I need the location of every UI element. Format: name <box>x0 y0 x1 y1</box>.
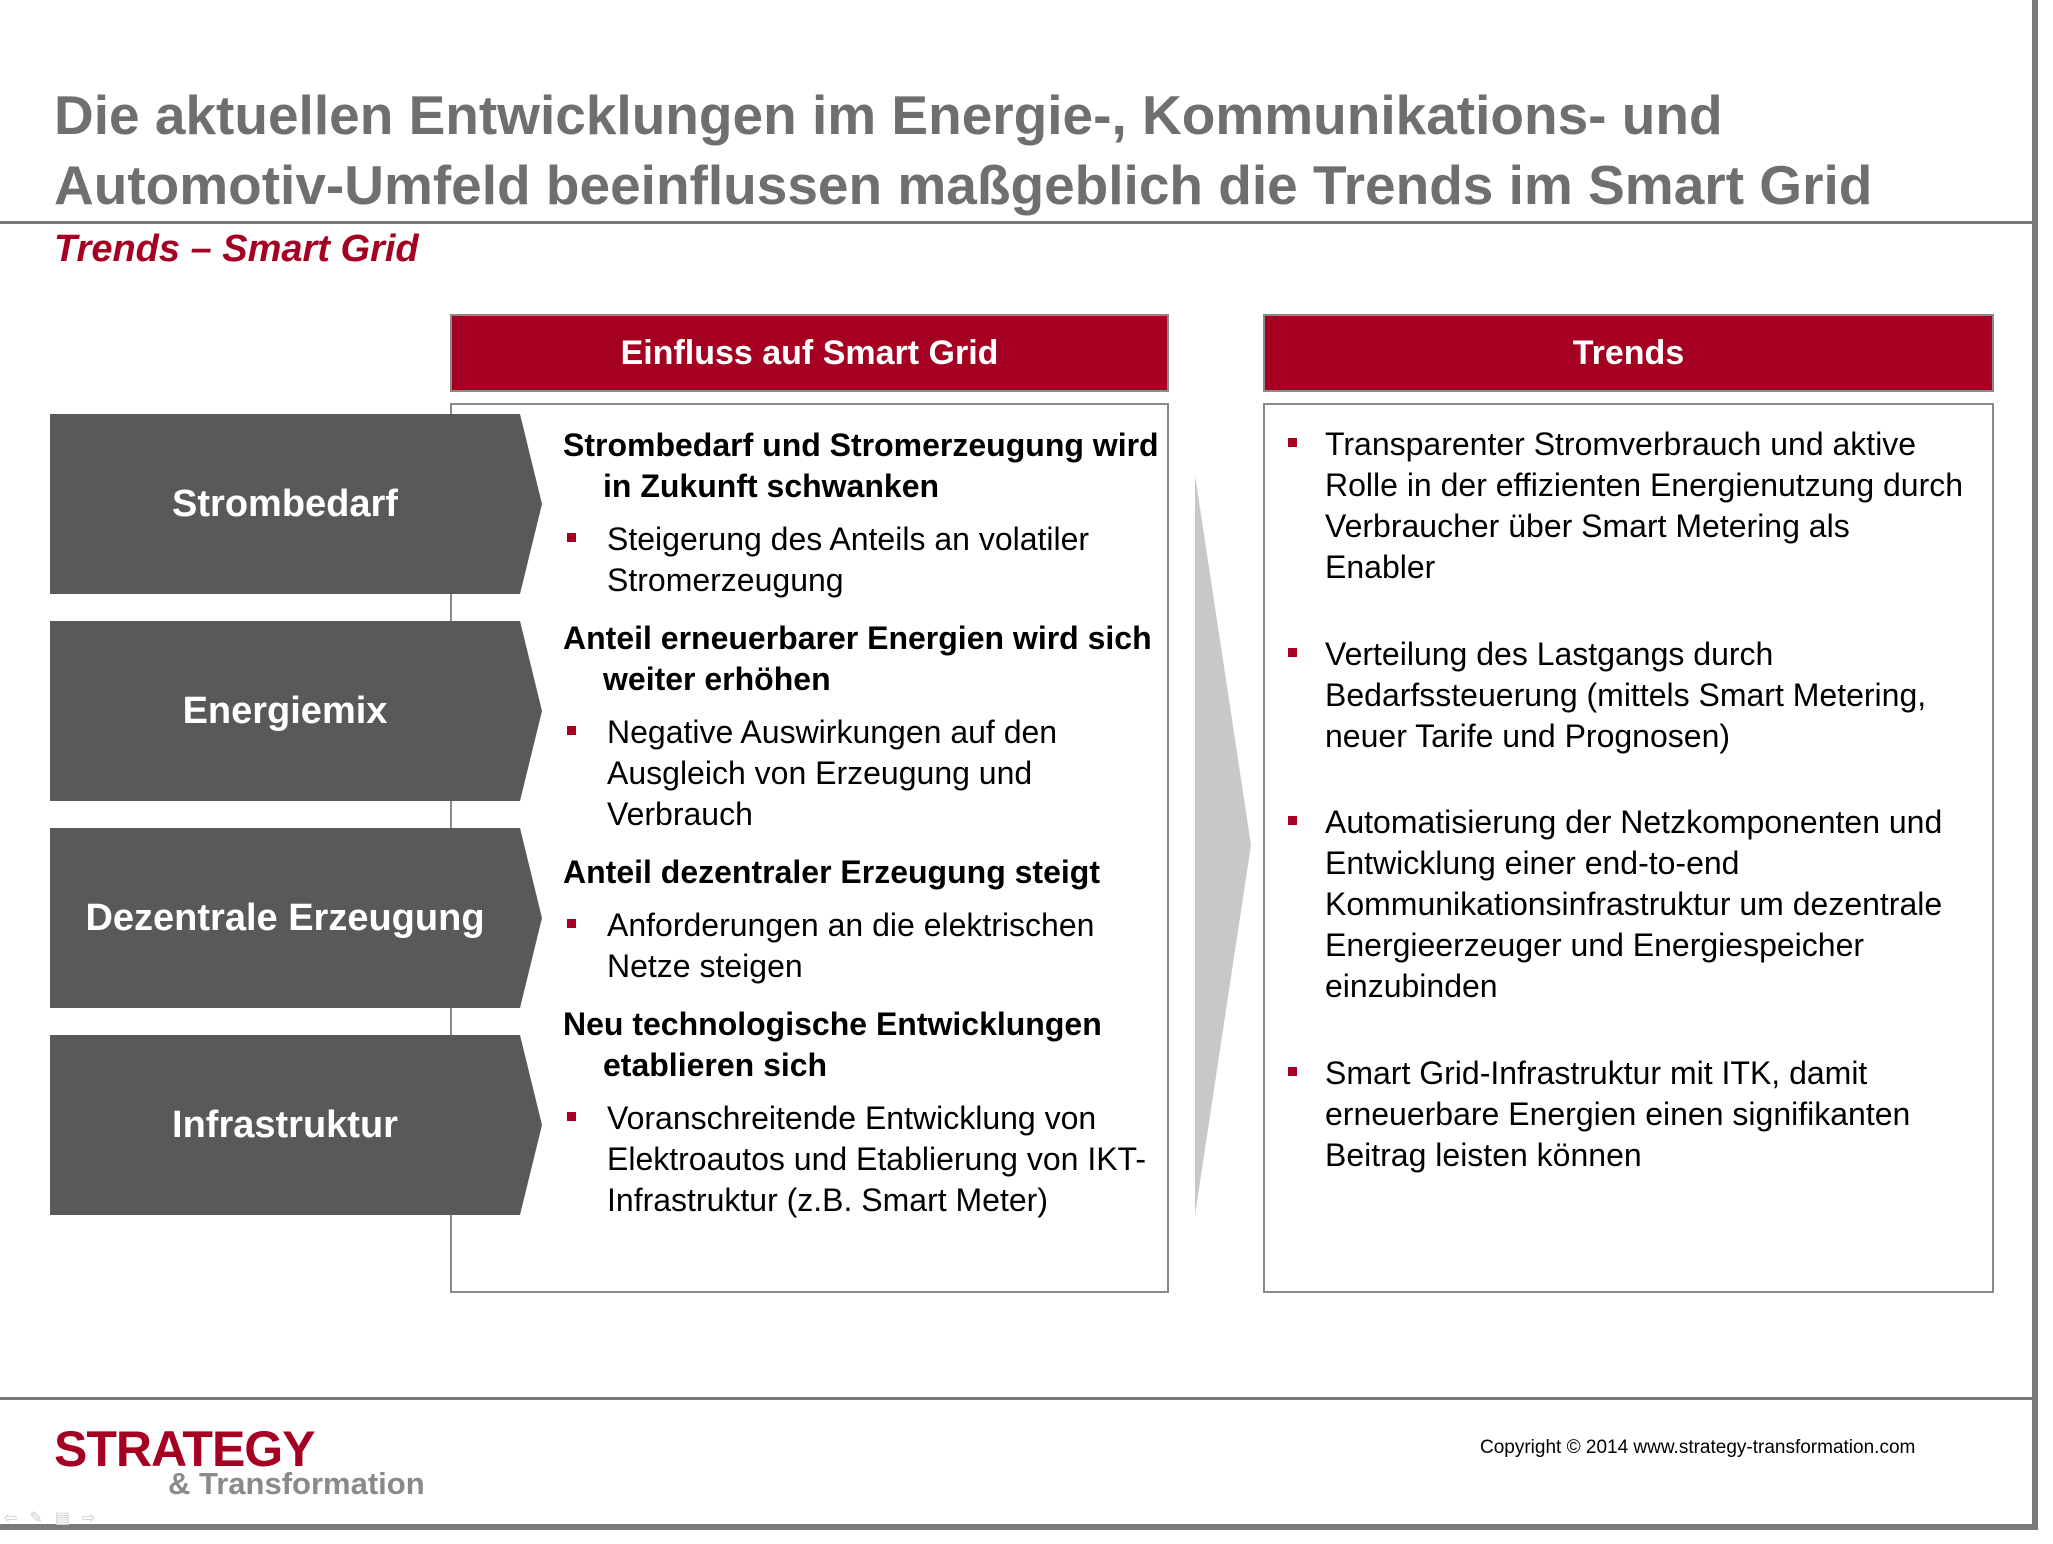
influence-item-dezentrale-erzeugung <box>563 852 1163 987</box>
bullet-square-icon <box>567 919 576 928</box>
title-line-2: Automotiv-Umfeld beeinflussen maßgeblich die Trends im Smart Grid <box>54 154 1873 216</box>
influence-bullet-text: Voranschreitende Entwicklung von Elektroautos und Etablierung von IKT-Infrastruktur (z.B. Smart Meter) <box>607 1100 1146 1218</box>
bullet-square-icon <box>1288 648 1297 657</box>
influence-item-infrastruktur <box>563 1004 1163 1221</box>
trend-text: Smart Grid-Infrastruktur mit ITK, damit erneuerbare Energien einen signifikanten Beitrag leisten können <box>1325 1055 1911 1173</box>
logo-transformation: & Transformation <box>168 1466 425 1501</box>
bullet-square-icon <box>1288 816 1297 825</box>
influence-item-strombedarf <box>563 425 1163 601</box>
trend-text: Verteilung des Lastgangs durch Bedarfssteuerung (mittels Smart Metering, neuer Tarife und Prognosen) <box>1325 636 1927 754</box>
driver-chevron-dezentrale-erzeugung <box>50 828 542 1008</box>
flow-arrow-icon <box>1195 475 1251 1215</box>
next-arrow-icon[interactable]: ⇨ <box>81 1510 96 1527</box>
influence-bullet <box>563 712 1163 835</box>
influence-bullet-text: Negative Auswirkungen auf den Ausgleich von Erzeugung und Verbrauch <box>607 714 1058 832</box>
driver-chevron-infrastruktur <box>50 1035 542 1215</box>
title-line-1: Die aktuellen Entwicklungen im Energie-, Kommunikations- und <box>54 84 1723 146</box>
bullet-square-icon <box>1288 438 1297 447</box>
copyright-text: Copyright © 2014 www.strategy-transformation.com <box>1480 1437 1916 1458</box>
driver-chevron-energiemix <box>50 621 542 801</box>
driver-label: Energiemix <box>182 689 388 732</box>
logo-strategy: STRATEGY <box>54 1421 315 1477</box>
prev-arrow-icon[interactable]: ⇦ <box>4 1510 18 1527</box>
influence-bullet-text: Anforderungen an die elektrischen Netze steigen <box>607 907 1095 984</box>
bullet-square-icon <box>567 1112 576 1121</box>
menu-icon[interactable]: ▤ <box>54 1510 70 1527</box>
pen-icon[interactable]: ✎ <box>29 1510 43 1527</box>
influence-bullet <box>563 1098 1163 1221</box>
influence-bullet-text: Steigerung des Anteils an volatiler Stromerzeugung <box>607 521 1090 598</box>
trend-item-2 <box>1288 634 1968 757</box>
driver-label: Infrastruktur <box>172 1103 398 1146</box>
influence-heading: Anteil erneuerbarer Energien wird sich weiter erhöhen <box>563 620 1152 697</box>
influence-item-energiemix <box>563 618 1163 835</box>
driver-chevron-strombedarf <box>50 414 542 594</box>
trend-bullet <box>1288 424 1968 588</box>
influence-header: Einfluss auf Smart Grid <box>450 314 1169 392</box>
influence-heading: Anteil dezentraler Erzeugung steigt <box>563 854 1100 890</box>
influence-bullet <box>563 519 1163 601</box>
bullet-square-icon <box>567 726 576 735</box>
influence-heading: Neu technologische Entwicklungen etablieren sich <box>563 1006 1102 1083</box>
trend-text: Automatisierung der Netzkomponenten und Entwicklung einer end-to-end Kommunikationsinfrastruktur um dezentrale Energieerzeuger und Energiespeicher einzubinden <box>1325 804 1943 1004</box>
slideshow-nav <box>4 1508 95 1528</box>
bullet-square-icon <box>567 533 576 542</box>
trend-bullet <box>1288 1053 1968 1176</box>
title-divider <box>0 221 2038 224</box>
driver-label: Strombedarf <box>172 482 398 525</box>
bullet-square-icon <box>1288 1067 1297 1076</box>
influence-heading: Strombedarf und Stromerzeugung wird in Zukunft schwanken <box>563 427 1159 504</box>
trend-bullet <box>1288 802 1968 1007</box>
subtitle: Trends – Smart Grid <box>54 228 419 270</box>
trend-item-3 <box>1288 802 1968 1007</box>
trend-text: Transparenter Stromverbrauch und aktive Rolle in der effizienten Energienutzung durch Verbraucher über Smart Metering als Enabler <box>1325 426 1964 585</box>
trend-bullet <box>1288 634 1968 757</box>
trend-item-1 <box>1288 424 1968 588</box>
influence-bullet <box>563 905 1163 987</box>
page-title <box>54 80 2004 220</box>
trend-item-4 <box>1288 1053 1968 1176</box>
driver-label: Dezentrale Erzeugung <box>85 896 485 939</box>
footer-divider <box>0 1397 2038 1400</box>
trends-header: Trends <box>1263 314 1994 392</box>
